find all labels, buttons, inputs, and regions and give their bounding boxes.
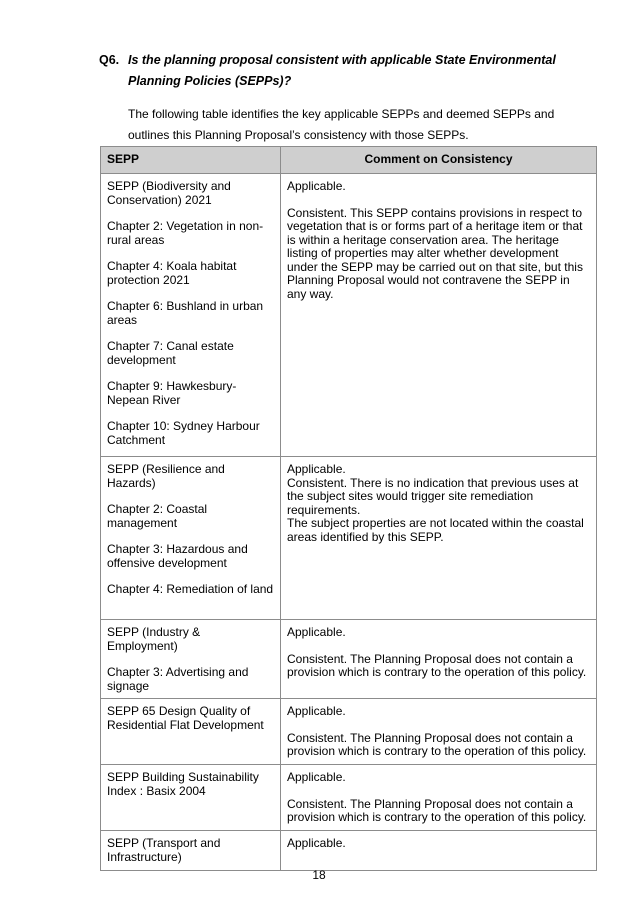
sepp-chapter: Chapter 4: Koala habitat protection 2021 xyxy=(107,259,237,287)
sepp-cell xyxy=(101,620,281,699)
sepp-title: SEPP (Biodiversity and Conservation) 2021 xyxy=(107,179,231,207)
table-row xyxy=(101,620,597,699)
sepp-chapter: Chapter 10: Sydney Harbour Catchment xyxy=(107,419,260,447)
intro-paragraph: The following table identifies the key applicable SEPPs and deemed SEPPs and outlines this Planning Proposal’s consistency with those SEPPs. xyxy=(128,107,555,142)
sepp-cell xyxy=(101,457,281,620)
question-text: Is the planning proposal consistent with applicable State Environmental Planning Policies (SEPPs)? xyxy=(128,53,556,88)
comment-cell xyxy=(281,174,597,457)
table-row xyxy=(101,457,597,620)
sepp-chapter: Chapter 6: Bushland in urban areas xyxy=(107,299,264,327)
sepp-chapter: Chapter 3: Hazardous and offensive development xyxy=(107,542,248,570)
sepp-chapter: Chapter 9: Hawkesbury-Nepean River xyxy=(107,379,237,407)
sepp-cell xyxy=(101,699,281,765)
comment-consistent: Consistent. There is no indication that previous uses at the subject sites would trigger site remediation requirements. xyxy=(287,475,579,517)
table-header-row xyxy=(101,147,597,174)
header-sepp: SEPP xyxy=(101,147,281,174)
header-comment: Comment on Consistency xyxy=(281,147,597,174)
table-row xyxy=(101,174,597,457)
comment-consistent: Consistent. The Planning Proposal does not contain a provision which is contrary to the operation of this policy. xyxy=(287,730,587,758)
comment-applicable: Applicable. xyxy=(287,462,346,476)
sepp-chapter: Chapter 3: Advertising and signage xyxy=(107,665,249,693)
sepp-chapter: Chapter 4: Remediation of land xyxy=(107,582,274,596)
comment-applicable: Applicable. xyxy=(287,625,346,639)
sepp-title: SEPP 65 Design Quality of Residential Flat Development xyxy=(107,704,264,732)
sepp-cell xyxy=(101,831,281,871)
comment-consistent: Consistent. The Planning Proposal does not contain a provision which is contrary to the operation of this policy. xyxy=(287,651,587,679)
page-number: 18 xyxy=(312,868,326,882)
sepp-consistency-table xyxy=(100,146,597,871)
comment-cell xyxy=(281,699,597,765)
sepp-title: SEPP (Resilience and Hazards) xyxy=(107,462,225,490)
sepp-chapter: Chapter 7: Canal estate development xyxy=(107,339,234,367)
table-row xyxy=(101,831,597,871)
comment-cell xyxy=(281,620,597,699)
comment-applicable: Applicable. xyxy=(287,179,346,193)
comment-consistent: Consistent. This SEPP contains provisions in respect to vegetation that is or forms part of a heritage item or that is within a heritage conservation area. The heritage listing of properties may alter whether development under the SEPP may be carried out on that site, but this Planning Proposal would not contravene the SEPP in any way. xyxy=(287,205,583,301)
table-row xyxy=(101,765,597,831)
comment-cell xyxy=(281,831,597,871)
sepp-chapter: Chapter 2: Vegetation in non-rural areas xyxy=(107,219,264,247)
table-row xyxy=(101,699,597,765)
sepp-cell xyxy=(101,174,281,457)
question-number: Q6. xyxy=(99,53,120,67)
comment-note: The subject properties are not located within the coastal areas identified by this SEPP. xyxy=(287,516,584,544)
comment-applicable: Applicable. xyxy=(287,704,346,718)
comment-applicable: Applicable. xyxy=(287,770,346,784)
sepp-title: SEPP Building Sustainability Index : Basix 2004 xyxy=(107,770,259,798)
sepp-cell xyxy=(101,765,281,831)
sepp-title: SEPP (Industry & Employment) xyxy=(107,625,201,653)
comment-cell xyxy=(281,765,597,831)
comment-applicable: Applicable. xyxy=(287,836,346,850)
comment-consistent: Consistent. The Planning Proposal does not contain a provision which is contrary to the operation of this policy. xyxy=(287,796,587,824)
comment-cell xyxy=(281,457,597,620)
sepp-chapter: Chapter 2: Coastal management xyxy=(107,502,208,530)
sepp-title: SEPP (Transport and Infrastructure) xyxy=(107,836,221,864)
